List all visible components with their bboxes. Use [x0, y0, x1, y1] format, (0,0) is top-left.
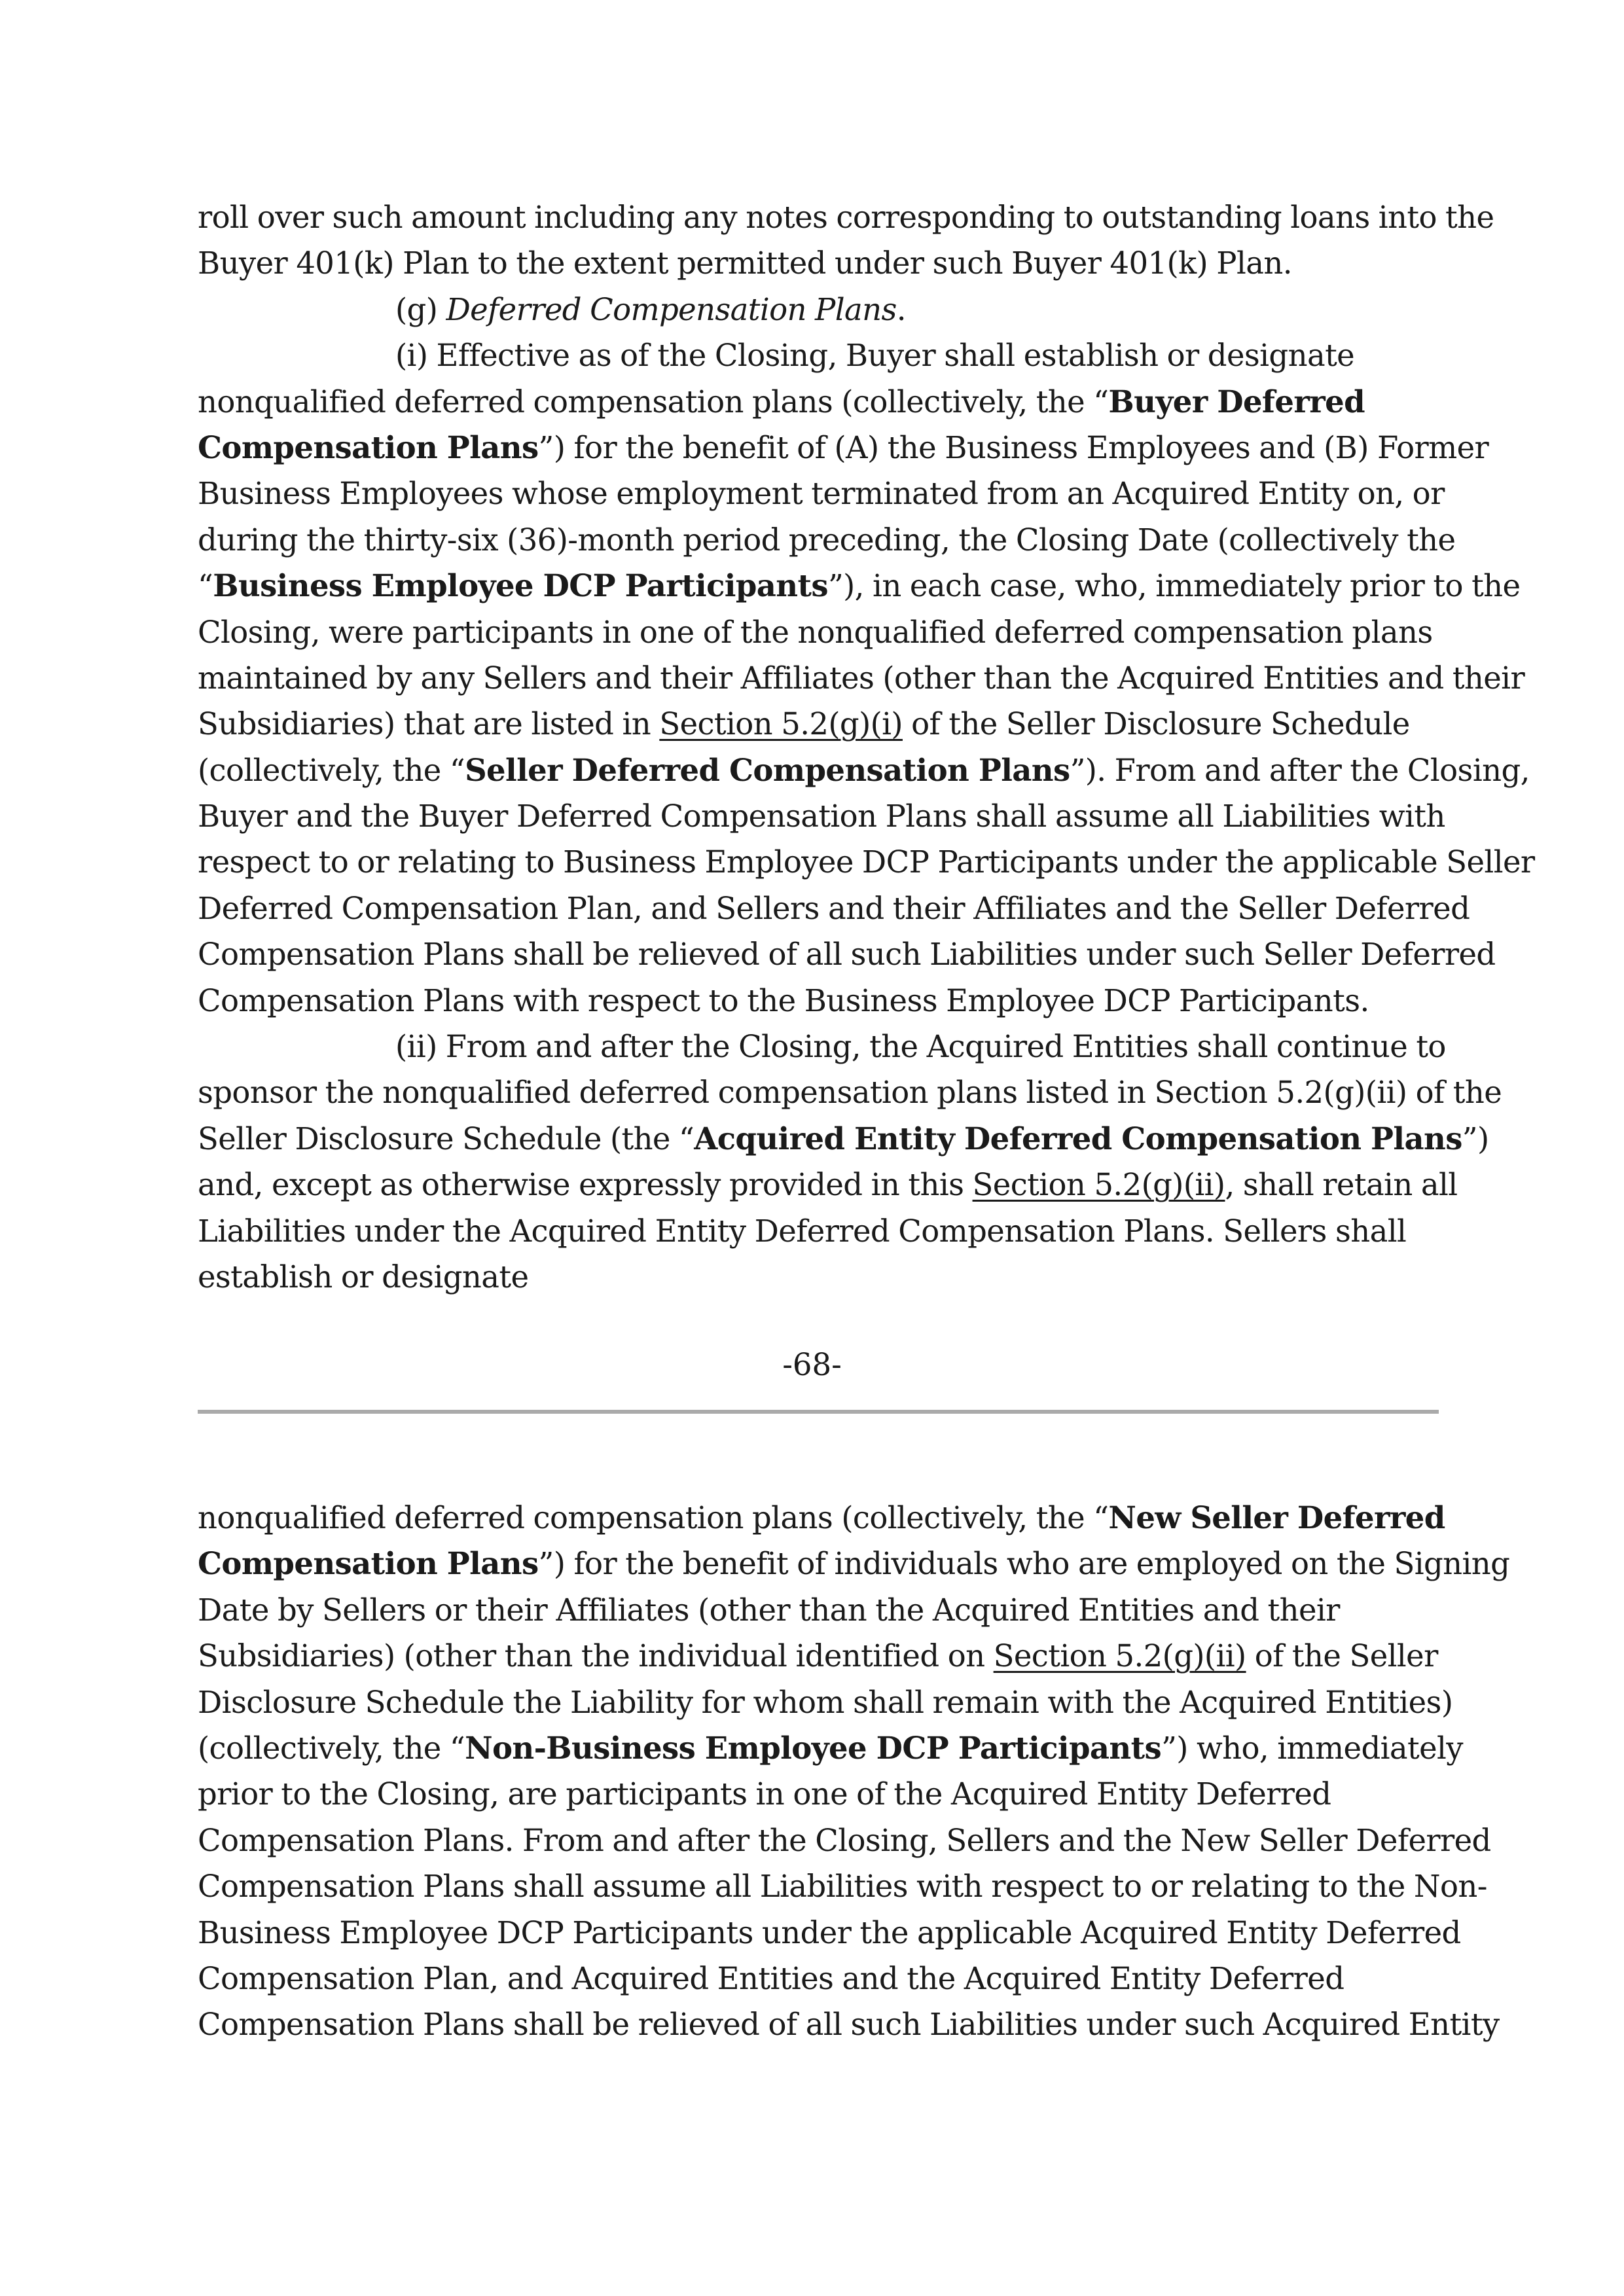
section-reference: Section 5.2(g)(ii) [993, 1638, 1246, 1674]
text-line [198, 1495, 1445, 1541]
text-line [198, 1679, 1453, 1725]
text-run: (collectively, the “ [198, 1730, 465, 1766]
text-line [198, 379, 1441, 425]
text-line [198, 471, 1445, 516]
text-line [198, 1254, 1441, 1300]
text-line [198, 1633, 1441, 1679]
defined-term: Compensation Plans [198, 429, 539, 465]
text-run: and, except as otherwise expressly provided in this [198, 1167, 973, 1203]
text-run: (i) Effective as of the Closing, Buyer shall establish or designate [395, 338, 1355, 374]
text-run: Disclosure Schedule the Liability for whom shall remain with the Acquired Entities) [198, 1684, 1453, 1720]
text-line [198, 609, 1441, 655]
text-run: prior to the Closing, are participants in one of the Acquired Entity Deferred [198, 1776, 1331, 1812]
section-heading: Deferred Compensation Plans [446, 291, 897, 327]
text-run: Compensation Plans shall be relieved of all such Liabilities under such Acquired Entity [198, 2007, 1500, 2043]
text-line [198, 517, 1456, 563]
text-run: ”) [1462, 1121, 1489, 1157]
text-run: “ [198, 568, 213, 604]
text-line [198, 1818, 1491, 1863]
text-line [198, 931, 1496, 977]
text-run: (ii) From and after the Closing, the Acquired Entities shall continue to [395, 1029, 1446, 1065]
text-run: Business Employee DCP Participants under the applicable Acquired Entity Deferred [198, 1914, 1461, 1950]
text-line [198, 2001, 1500, 2047]
text-run: Date by Sellers or their Affiliates (other than the Acquired Entities and their [198, 1592, 1340, 1628]
defined-term: New Seller Deferred [1108, 1499, 1445, 1535]
text-line [198, 886, 1470, 931]
text-line [198, 240, 1441, 286]
section-reference: Section 5.2(g)(i) [659, 706, 903, 742]
text-run: , shall retain all [1225, 1167, 1458, 1203]
text-run: Business Employees whose employment terminated from an Acquired Entity on, or [198, 476, 1445, 512]
text-run: respect to or relating to Business Employee DCP Participants under the applicable Seller [198, 844, 1535, 880]
text-run: Closing, were participants in one of the nonqualified deferred compensation plans [198, 614, 1433, 650]
page-break-divider [198, 1410, 1439, 1414]
text-run: Buyer and the Buyer Deferred Compensation Plans shall assume all Liabilities with [198, 798, 1445, 834]
text-run: ”). From and after the Closing, [1070, 752, 1530, 788]
text-run: Liabilities under the Acquired Entity Deferred Compensation Plans. Sellers shall [198, 1213, 1407, 1249]
text-line [198, 563, 1521, 609]
text-run: (collectively, the “ [198, 752, 465, 788]
text-line [198, 701, 1441, 747]
text-line [198, 1024, 1446, 1069]
text-run: Compensation Plan, and Acquired Entities and the Acquired Entity Deferred [198, 1960, 1344, 1996]
page-68-body-text [198, 194, 1535, 1300]
text-line [198, 839, 1535, 885]
text-line [198, 1208, 1441, 1254]
text-line [198, 425, 1489, 471]
defined-term: Compensation Plans [198, 1545, 539, 1582]
text-run: Buyer 401(k) Plan to the extent permitted under such Buyer 401(k) Plan. [198, 245, 1292, 281]
text-run: Compensation Plans. From and after the Closing, Sellers and the New Seller Deferred [198, 1822, 1491, 1858]
text-line [198, 1541, 1510, 1587]
text-line [198, 1162, 1458, 1208]
text-line [198, 1069, 1502, 1115]
text-line [198, 1725, 1463, 1771]
text-line [198, 747, 1530, 793]
text-line [198, 1910, 1461, 1956]
text-run: roll over such amount including any notes corresponding to outstanding loans into the [198, 200, 1494, 235]
text-run: (g) [395, 291, 446, 327]
page-69-body-text [198, 1495, 1510, 2048]
defined-term: Business Employee DCP Participants [213, 567, 828, 604]
text-run: sponsor the nonqualified deferred compensation plans listed in Section 5.2(g)(ii) of the [198, 1075, 1502, 1111]
text-run: during the thirty-six (36)-month period preceding, the Closing Date (collectively the [198, 522, 1456, 558]
text-run: Compensation Plans shall assume all Liabilities with respect to or relating to the Non- [198, 1869, 1487, 1905]
defined-term: Buyer Deferred [1108, 383, 1365, 420]
text-run: ”), in each case, who, immediately prior to the [827, 568, 1521, 604]
text-run: Deferred Compensation Plan, and Sellers and their Affiliates and the Seller Deferred [198, 890, 1470, 926]
text-line [198, 332, 1441, 378]
text-line [198, 1587, 1441, 1633]
text-run: Compensation Plans with respect to the Business Employee DCP Participants. [198, 982, 1369, 1018]
text-run: Seller Disclosure Schedule (the “ [198, 1121, 695, 1157]
defined-term: Acquired Entity Deferred Compensation Plans [694, 1120, 1462, 1157]
text-run: Compensation Plans shall be relieved of all such Liabilities under such Seller Deferred [198, 937, 1496, 973]
text-run: nonqualified deferred compensation plans (collectively, the “ [198, 384, 1109, 420]
text-line [198, 655, 1525, 701]
text-line [198, 1956, 1441, 2001]
text-line [198, 1116, 1489, 1162]
text-run: . [896, 291, 906, 327]
text-run: nonqualified deferred compensation plans (collectively, the “ [198, 1500, 1109, 1535]
defined-term: Seller Deferred Compensation Plans [465, 751, 1070, 788]
text-line [198, 1771, 1441, 1817]
text-run: ”) for the benefit of individuals who are employed on the Signing [538, 1546, 1510, 1582]
section-reference: Section 5.2(g)(ii) [972, 1167, 1225, 1203]
text-run: Subsidiaries) (other than the individual identified on [198, 1638, 994, 1674]
text-line [198, 793, 1445, 839]
text-run: maintained by any Sellers and their Affiliates (other than the Acquired Entities and their [198, 660, 1525, 696]
text-run: ”) who, immediately [1161, 1730, 1463, 1766]
text-run: Subsidiaries) that are listed in [198, 706, 660, 742]
text-line [198, 978, 1441, 1024]
text-run: of the Seller [1246, 1638, 1438, 1674]
text-line [198, 1863, 1487, 1909]
text-run: ”) for the benefit of (A) the Business Employees and (B) Former [538, 429, 1489, 465]
page-number: -68- [782, 1347, 842, 1382]
text-run: establish or designate [198, 1259, 529, 1295]
text-line [198, 287, 1441, 332]
defined-term: Non-Business Employee DCP Participants [465, 1729, 1162, 1766]
text-line [198, 194, 1494, 240]
text-run: of the Seller Disclosure Schedule [902, 706, 1410, 742]
